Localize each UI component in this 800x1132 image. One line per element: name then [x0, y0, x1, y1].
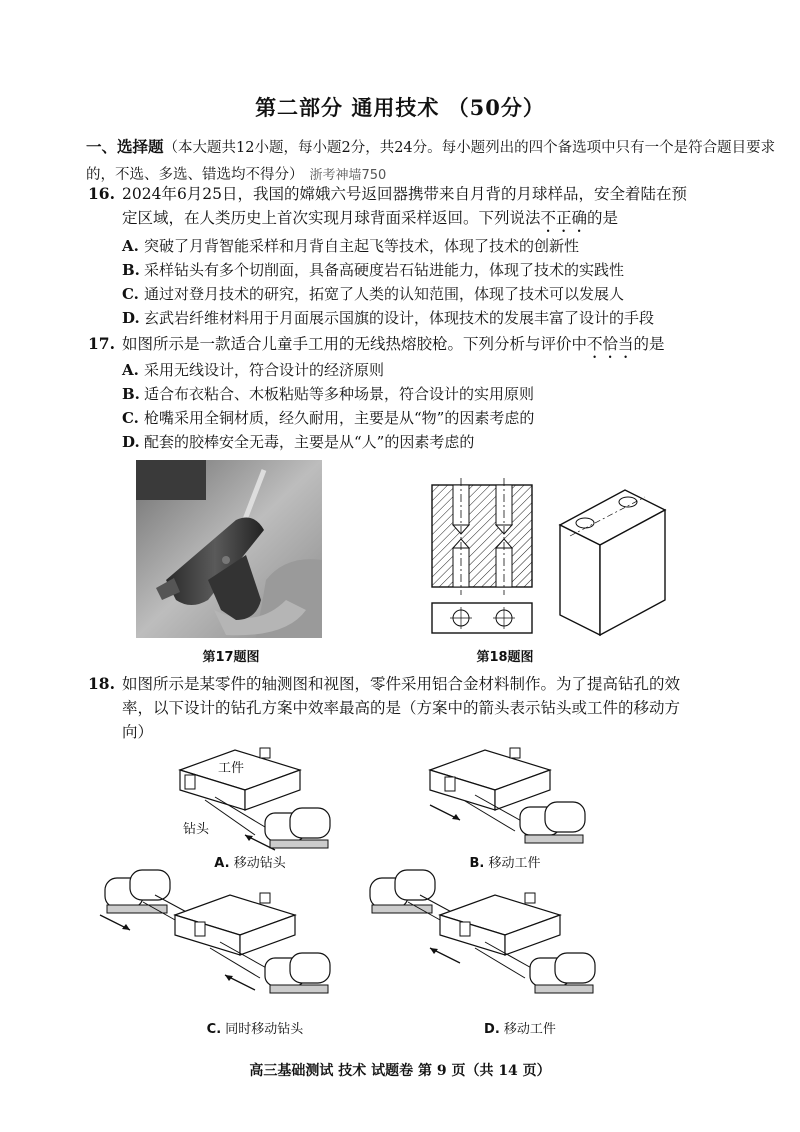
workpiece-label: 工件 [218, 761, 245, 776]
option-text: 配套的胶棒安全无毒，主要是从“人”的因素考虑的 [144, 433, 475, 451]
question-number: 18. [88, 674, 115, 693]
option-label: C. [122, 409, 139, 427]
option-text: 适合布衣粘合、木板粘贴等多种场景，符合设计的实用原则 [144, 385, 535, 403]
question-stem: 如图所示是某零件的轴测图和视图，零件采用铝合金材料制作。为了提高钻孔的效 [122, 675, 681, 693]
part-views-drawing [420, 470, 670, 645]
section-heading [86, 134, 776, 189]
option-text: 采用无线设计，符合设计的经济原则 [144, 361, 385, 379]
option-a [122, 358, 782, 382]
drill-label: 钻头 [183, 822, 210, 837]
question-stem: 率，以下设计的钻孔方案中效率最高的是（方案中的箭头表示钻头或工件的移动方 [122, 699, 681, 717]
question-stem: 如图所示是一款适合儿童手工用的无线热熔胶枪。下列分析与评价中 [122, 335, 588, 353]
q16-options [122, 234, 782, 330]
option-a [122, 234, 782, 258]
q17-options [122, 358, 782, 454]
watermark: 浙考神墙750 [309, 168, 387, 183]
option-d [122, 306, 782, 330]
option-label: D. [122, 309, 140, 327]
question-number: 17. [88, 334, 115, 353]
option-label: B. [122, 261, 140, 279]
option-text: 移动工件 [503, 1022, 556, 1037]
emphasis-text: 不正确 [540, 209, 588, 227]
option-text: 玄武岩纤维材料用于月面展示国旗的设计，体现技术的发展丰富了设计的手段 [144, 309, 655, 327]
drilling-scheme-a [175, 745, 350, 855]
question-stem: 的是 [587, 209, 619, 227]
option-c-caption [185, 1018, 325, 1037]
question-number: 16. [88, 184, 115, 203]
option-label: A. [122, 361, 139, 379]
option-text: 突破了月背智能采样和月背自主起飞等技术，体现了技术的创新性 [144, 237, 580, 255]
option-text: 移动钻头 [233, 856, 286, 871]
option-label: B. [469, 856, 485, 871]
option-label: D. [484, 1022, 500, 1037]
drilling-scheme-d [360, 860, 615, 1005]
question-stem: 定区域，在人类历史上首次实现月球背面采样返回。下列说法 [122, 209, 541, 227]
option-b [122, 382, 782, 406]
question-stem: 2024年6月25日，我国的嫦娥六号返回器携带来自月背的月球样品，安全着陆在预 [122, 185, 688, 203]
option-b [122, 258, 782, 282]
option-c [122, 282, 782, 306]
option-label: B. [122, 385, 140, 403]
question-stem: 的是 [633, 335, 665, 353]
option-label: A. [122, 237, 139, 255]
section-note: （本大题共12小题，每小题2分，共24分。每小题列出的四个备选项中只有一个是符合题目要求的，不选、多选、错选均不得分） [86, 140, 776, 183]
question-16 [88, 182, 778, 236]
option-label: C. [206, 1022, 222, 1037]
option-label: A. [214, 856, 230, 871]
page-footer: 高三基础测试 技术 试题卷 第 9 页（共 14 页） [249, 1063, 551, 1079]
option-text: 移动工件 [488, 856, 541, 871]
question-18 [88, 672, 778, 744]
option-d [122, 430, 782, 454]
option-label: C. [122, 285, 139, 303]
figure-17-caption: 第17题图 [202, 650, 260, 665]
option-text: 采样钻头有多个切削面，具备高硬度岩石钻进能力，体现了技术的实践性 [144, 261, 625, 279]
drilling-scheme-b [425, 745, 600, 855]
glue-gun-photo [136, 460, 322, 638]
section-label: 一、选择题 [86, 137, 164, 156]
drilling-scheme-c [95, 860, 350, 1005]
option-text: 通过对登月技术的研究，拓宽了人类的认知范围，体现了技术可以发展人 [144, 285, 625, 303]
question-stem: 向） [122, 723, 154, 741]
option-c [122, 406, 782, 430]
option-text: 同时移动钻头 [225, 1022, 304, 1037]
option-d-caption [455, 1018, 585, 1037]
figure-18-caption: 第18题图 [476, 650, 534, 665]
option-label: D. [122, 433, 140, 451]
emphasis-text: 不恰当 [587, 335, 634, 353]
page-title: 第二部分 通用技术 （50分） [255, 95, 545, 120]
option-text: 枪嘴采用全铜材质，经久耐用，主要是从“物”的因素考虑的 [144, 409, 535, 427]
